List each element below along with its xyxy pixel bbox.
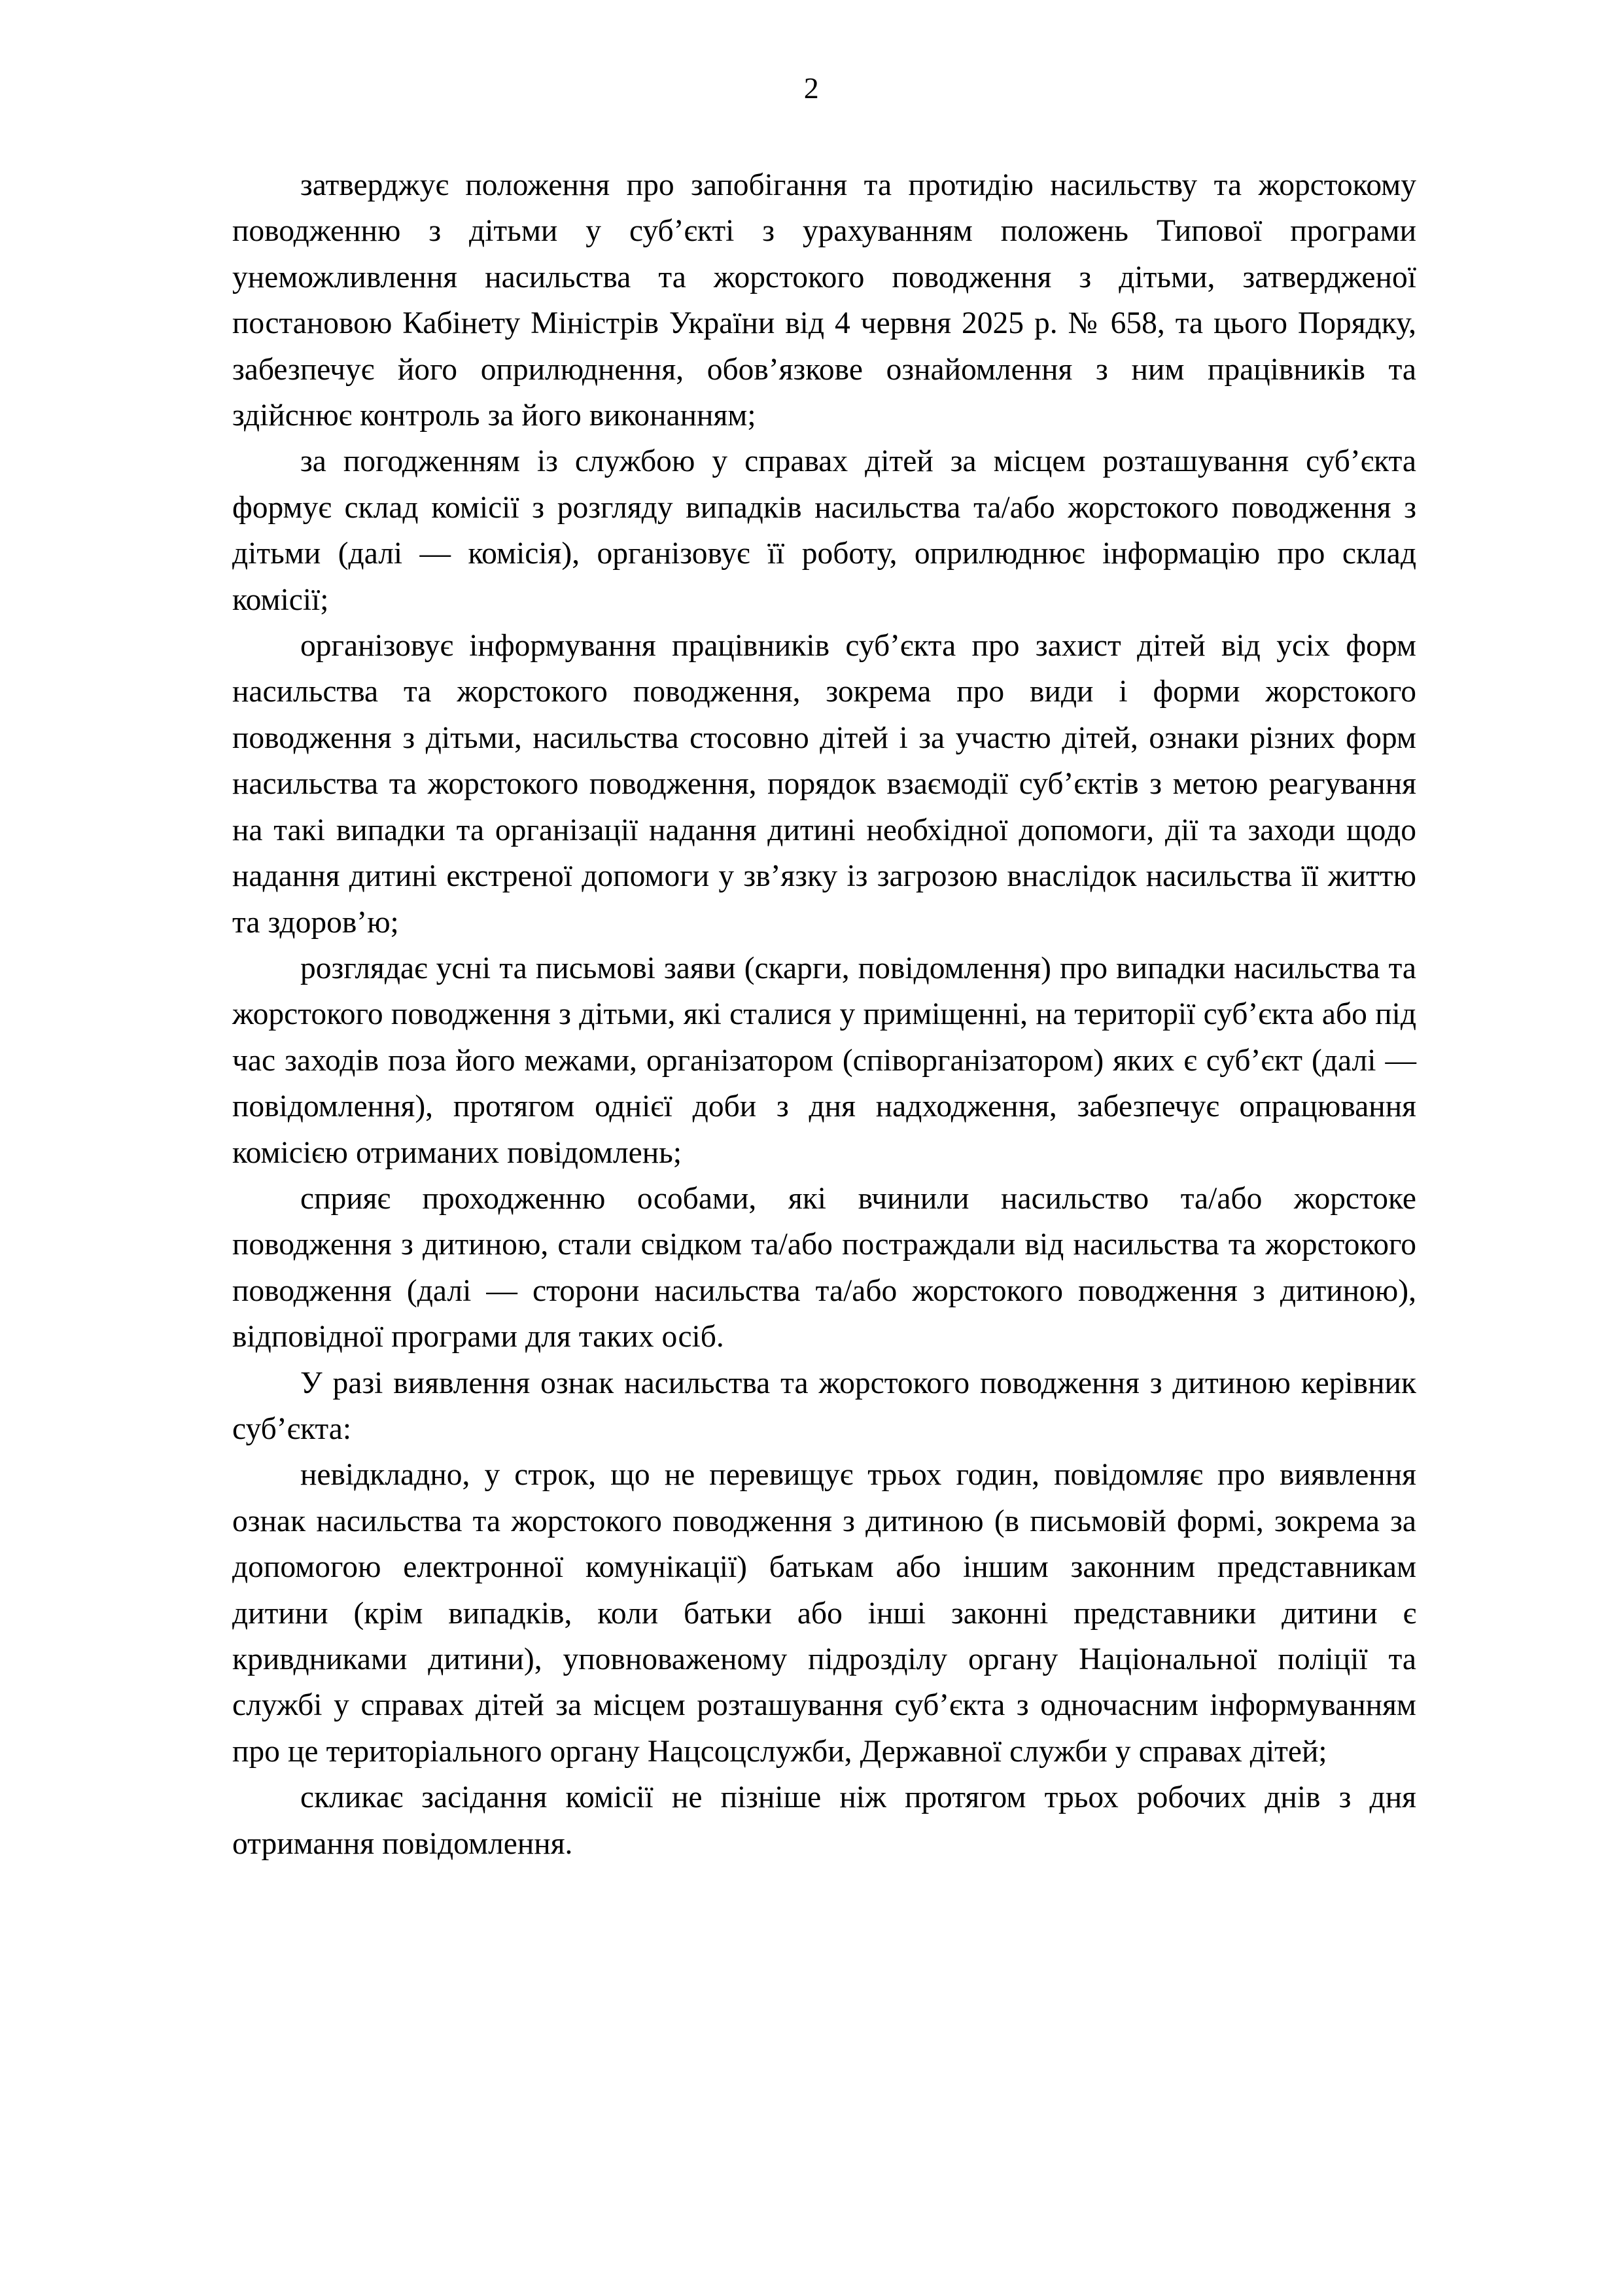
paragraph-immediate-notification: невідкладно, у строк, що не перевищує трьох годин, повідомляє про виявлення ознак насильства та жорстокого поводження з дитиною (в письмовій формі, зокрема за допомогою електронної комунікації) батькам або іншим законним представникам дитини (крім випадків, коли батьки або інші законні представники дитини є кривдниками дитини), уповноваженому підрозділу органу Національної поліції та службі у справах дітей за місцем розташування суб’єкта з одночасним інформуванням про це територіального органу Нацсоцслужби, Державної служби у справах дітей; — [232, 1458, 1416, 1769]
paragraph-commission-composition: за погодженням із службою у справах дітей за місцем розташування суб’єкта формує склад комісії з розгляду випадків насильства та/або жорстокого поводження з дітьми (далі — комісія), організовує її роботу, оприлюднює інформацію про склад комісії; — [232, 444, 1416, 617]
paragraph-in-case-of-detection: У разі виявлення ознак насильства та жорстокого поводження з дитиною керівник суб’єкта: — [232, 1366, 1416, 1446]
paragraph-informing-workers: організовує інформування працівників суб’єкта про захист дітей від усіх форм насильства та жорстокого поводження, зокрема про види і форми жорстокого поводження з дітьми, насильства стосовно дітей і за участю дітей, ознаки різних форм насильства та жорстокого поводження, порядок взаємодії суб’єктів з метою реагування на такі випадки та організації надання дитині необхідної допомоги, дії та заходи щодо надання дитині екстреної допомоги у зв’язку із загрозою внаслідок насильства її життю та здоров’ю; — [232, 629, 1416, 940]
paragraph-considers-applications: розглядає усні та письмові заяви (скарги, повідомлення) про випадки насильства та жорстокого поводження з дітьми, які сталися у приміщенні, на території суб’єкта або під час заходів поза його межами, організатором (співорганізатором) яких є суб’єкт (далі — повідомлення), протягом однієї доби з дня надходження, забезпечує опрацювання комісією отриманих повідомлень; — [232, 951, 1416, 1170]
paragraph-approves-provisions: затверджує положення про запобігання та протидію насильству та жорстокому поводженню з дітьми у суб’єкті з урахуванням положень Типової програми унеможливлення насильства та жорстокого поводження з дітьми, затвердженої постановою Кабінету Міністрів України від 4 червня 2025 р. № 658, та цього Порядку, забезпечує його оприлюднення, обов’язкове ознайомлення з ним працівників та здійснює контроль за його виконанням; — [232, 168, 1416, 433]
paragraph-facilitates-programs: сприяє проходженню особами, які вчинили насильство та/або жорстоке поводження з дитиною, стали свідком та/або постраждали від насильства та жорстокого поводження (далі — сторони насильства та/або жорстокого поводження з дитиною), відповідної програми для таких осіб. — [232, 1181, 1416, 1354]
document-body — [232, 162, 1416, 1867]
page-number: 2 — [803, 71, 820, 105]
paragraph-convenes-commission: скликає засідання комісії не пізніше ніж протягом трьох робочих днів з дня отримання повідомлення. — [232, 1780, 1416, 1861]
